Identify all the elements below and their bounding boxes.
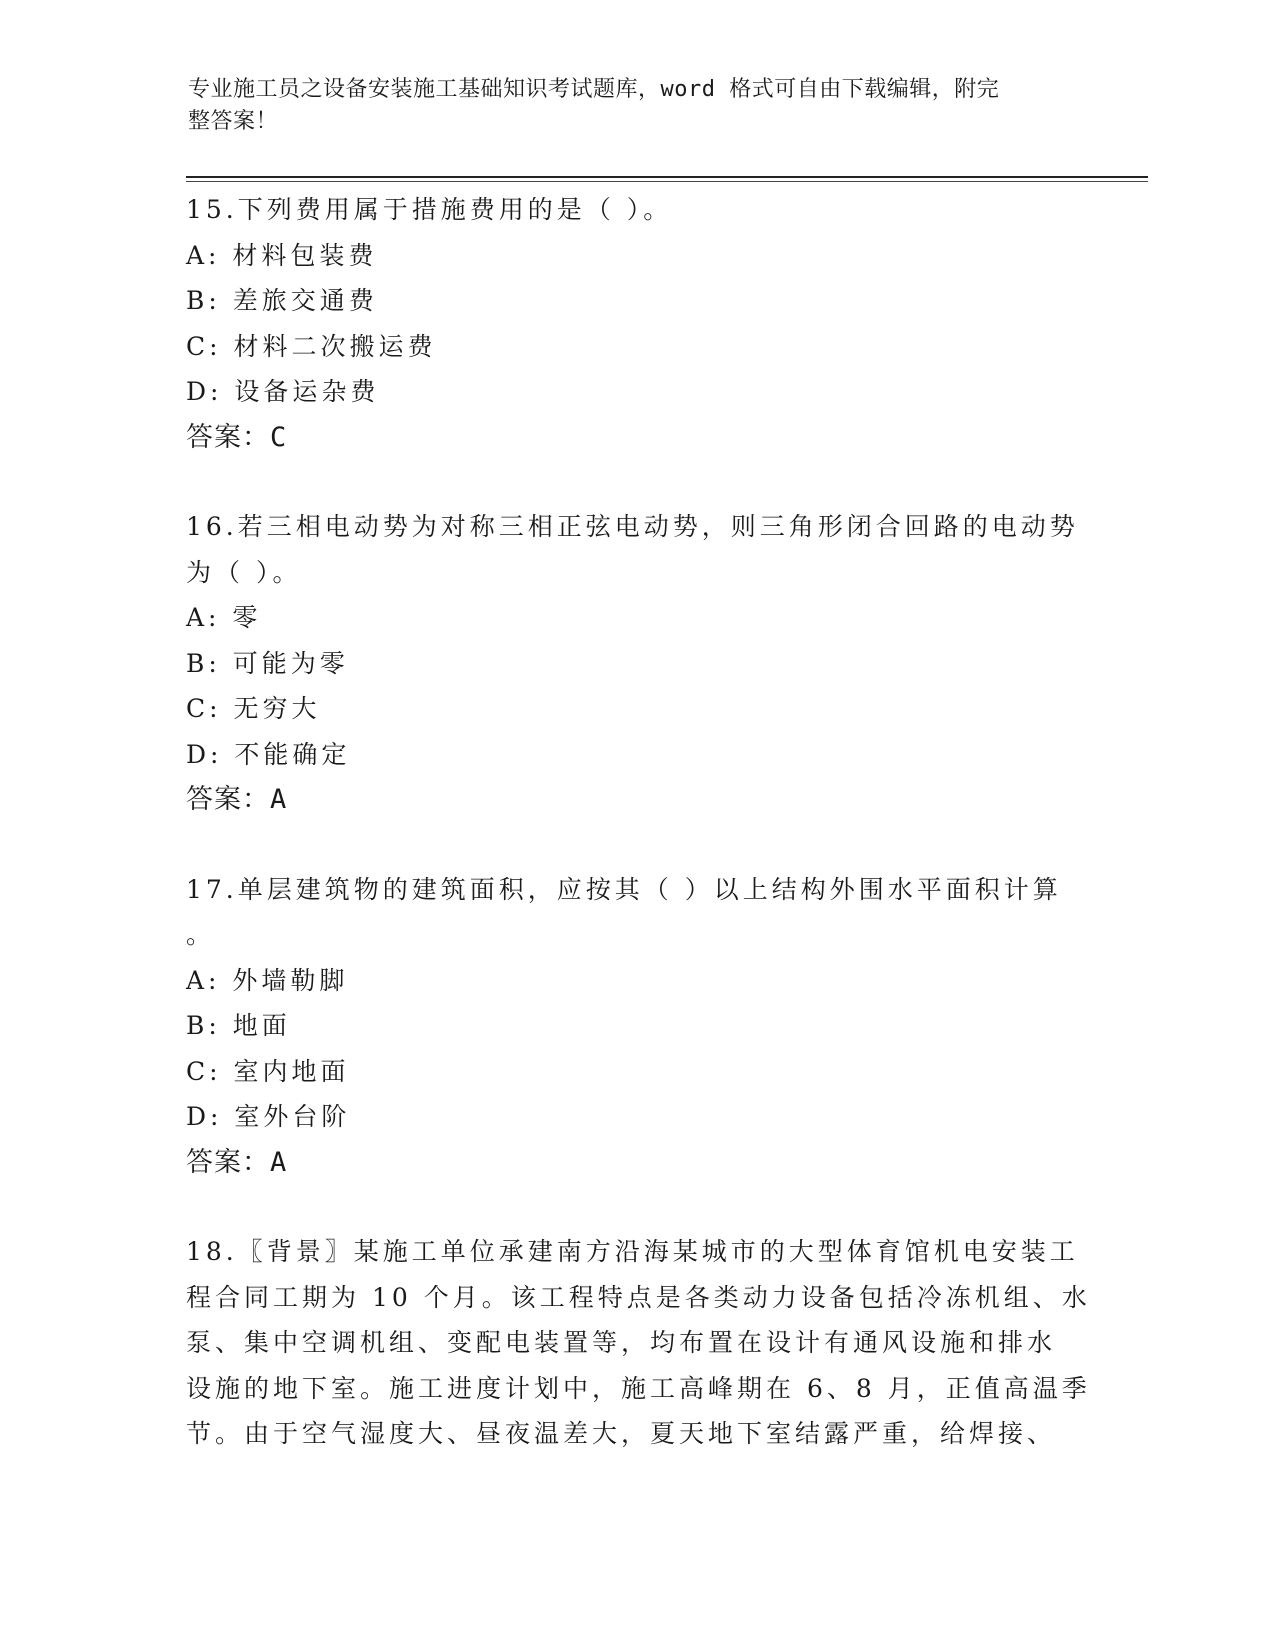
option-d: D: 室外台阶 [186,1102,351,1131]
question-text-line: 程合同工期为 10 个月。该工程特点是各类动力设备包括冷冻机组、水 [186,1282,1091,1312]
question-stem: 17.单层建筑物的建筑面积，应按其（ ）以上结构外围水平面积计算 [186,874,1062,904]
option-d: D: 不能确定 [186,739,351,769]
question-text-line: 泵、集中空调机组、变配电装置等，均布置在设计有通风设施和排水 [186,1328,1057,1357]
answer: 答案：A [186,1146,288,1178]
question-stem: 15.下列费用属于措施费用的是（ ）。 [186,195,673,224]
header-divider-thin [186,181,1148,182]
question-17 [186,867,1086,1186]
document-header [188,74,1068,138]
option-d: D: 设备运杂费 [186,377,380,406]
question-15 [186,187,1086,460]
question-stem-continued: 为（ ）。 [186,557,302,587]
option-b: B: 地面 [186,1011,291,1040]
option-a: A: 外墙勒脚 [186,965,349,995]
question-text-line: 设施的地下室。施工进度计划中，施工高峰期在 6、8 月，正值高温季 [186,1373,1091,1403]
spacer [186,1185,1086,1229]
header-divider-thick [186,176,1148,178]
spacer [186,823,1086,867]
question-text-line: 18.〖背景〗某施工单位承建南方沿海某城市的大型体育馆机电安装工 [186,1237,1079,1266]
answer: 答案：C [186,421,288,453]
spacer [186,460,1086,504]
option-c: C: 室内地面 [186,1056,350,1086]
option-a: A: 零 [186,603,262,632]
question-16 [186,504,1086,823]
question-18 [186,1229,1091,1457]
option-b: B: 差旅交通费 [186,286,378,315]
option-b: B: 可能为零 [186,648,349,678]
question-text-line: 节。由于空气湿度大、昼夜温差大，夏天地下室结露严重，给焊接、 [186,1419,1057,1448]
answer: 答案：A [186,784,288,815]
header-line-2: 整答案！ [188,109,279,134]
question-stem-continued: 。 [186,920,216,949]
header-line-1: 专业施工员之设备安装施工基础知识考试题库，word 格式可自由下载编辑，附完 [188,77,1000,102]
question-list [186,187,1091,1457]
option-c: C: 无穷大 [186,694,321,723]
option-c: C: 材料二次搬运费 [186,331,437,361]
option-a: A: 材料包装费 [186,240,378,270]
question-stem: 16.若三相电动势为对称三相正弦电动势，则三角形闭合回路的电动势 [186,512,1079,541]
